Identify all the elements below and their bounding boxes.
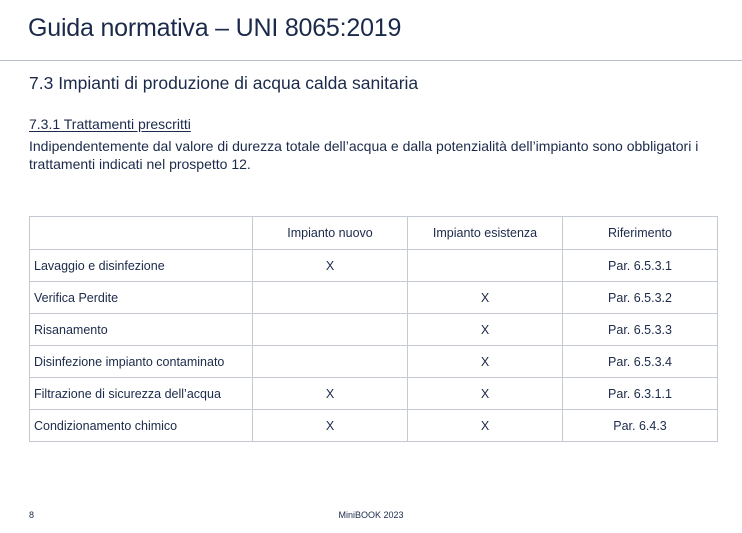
table-row [30,378,718,410]
column-header: Impianto esistenza [408,217,563,250]
new-plant-cell: X [253,378,408,410]
title-divider [0,60,742,61]
treatment-cell: Lavaggio e disinfezione [30,250,253,282]
treatment-cell: Risanamento [30,314,253,346]
reference-cell: Par. 6.4.3 [563,410,718,442]
existing-plant-cell: X [408,410,563,442]
treatment-cell: Disinfezione impianto contaminato [30,346,253,378]
existing-plant-cell: X [408,282,563,314]
reference-cell: Par. 6.5.3.2 [563,282,718,314]
table-row [30,410,718,442]
existing-plant-cell: X [408,378,563,410]
table-row [30,314,718,346]
new-plant-cell: X [253,410,408,442]
footer-brand: MiniBOOK 2023 [338,510,404,520]
treatment-cell: Condizionamento chimico [30,410,253,442]
treatments-table [29,216,718,442]
table-header-row [30,217,718,250]
column-header: Riferimento [563,217,718,250]
reference-cell: Par. 6.5.3.1 [563,250,718,282]
reference-cell: Par. 6.5.3.3 [563,314,718,346]
table-row [30,346,718,378]
reference-cell: Par. 6.5.3.4 [563,346,718,378]
treatment-cell: Verifica Perdite [30,282,253,314]
table-row [30,250,718,282]
table-row [30,282,718,314]
existing-plant-cell: X [408,314,563,346]
section-heading: 7.3 Impianti di produzione di acqua calda sanitaria [29,73,419,93]
new-plant-cell: X [253,250,408,282]
reference-cell: Par. 6.3.1.1 [563,378,718,410]
new-plant-cell [253,346,408,378]
page-title: Guida normativa – UNI 8065:2019 [28,14,402,42]
subsection-heading: 7.3.1 Trattamenti prescritti [29,116,191,132]
column-header [30,217,253,250]
new-plant-cell [253,282,408,314]
treatment-cell: Filtrazione di sicurezza dell’acqua [30,378,253,410]
intro-paragraph: Indipendentemente dal valore di durezza totale dell’acqua e dalla potenzialità dell’impianto sono obbligatori i trattamenti indicati nel prospetto 12. [29,138,699,172]
column-header: Impianto nuovo [253,217,408,250]
page-number: 8 [29,510,35,520]
new-plant-cell [253,314,408,346]
existing-plant-cell [408,250,563,282]
existing-plant-cell: X [408,346,563,378]
